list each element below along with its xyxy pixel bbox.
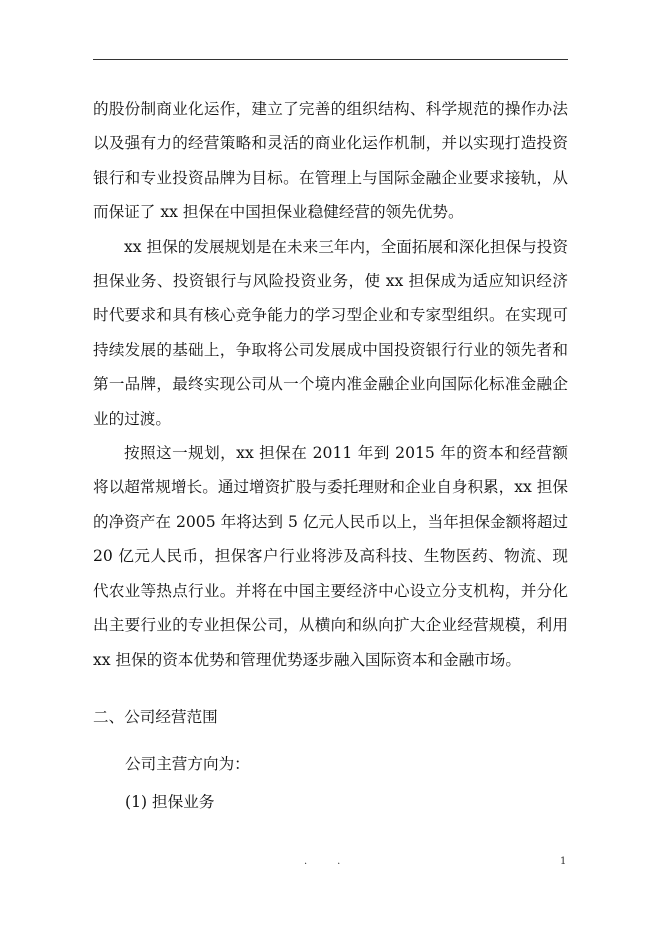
section-title: 二、公司经营范围 [93, 708, 218, 726]
intro-line: 公司主营方向为： [125, 755, 250, 773]
page-number: 1 [560, 856, 567, 867]
paragraph-2: xx 担保的发展规划是在未来三年内，全面拓展和深化担保与投资担保业务、投资银行与风险投资业务，使 xx 担保成为适应知识经济时代要求和具有核心竞争能力的学习型企业和专家型组织。在实现可持续发展的基础上，争取将公司发展成中国投资银行行业的领先者和第一品牌，最终实现公司从一个境内准金融企业向国际化标准金融企业的过渡。 [93, 237, 568, 428]
header-rule [93, 59, 568, 60]
footer-dots: .. [304, 856, 371, 867]
paragraph-3: 按照这一规划，xx 担保在 2011 年到 2015 年的资本和经营额将以超常规增长。通过增资扩股与委托理财和企业自身积累，xx 担保的净资产在 2005 年将达到 5 亿元人民币以上，当年担保金额将超过 20 亿元人民币，担保客户行业将涉及高科技、生物医药、物流、现代农业等热点行业。并将在中国主要经济中心设立分支机构，并分化出主要行业的专业担保公司，从横向和纵向扩大企业经营规模，利用 xx 担保的资本优势和管理优势逐步融入国际资本和金融市场。 [93, 444, 568, 669]
body-text [93, 92, 568, 677]
paragraph-1: 的股份制商业化运作，建立了完善的组织结构、科学规范的操作办法以及强有力的经营策略和灵活的商业化运作机制，并以实现打造投资银行和专业投资品牌为目标。在管理上与国际金融企业要求接轨，从而保证了 xx 担保在中国担保业稳健经营的领先优势。 [93, 100, 568, 222]
list-item-guarantee: (1) 担保业务 [125, 793, 215, 811]
